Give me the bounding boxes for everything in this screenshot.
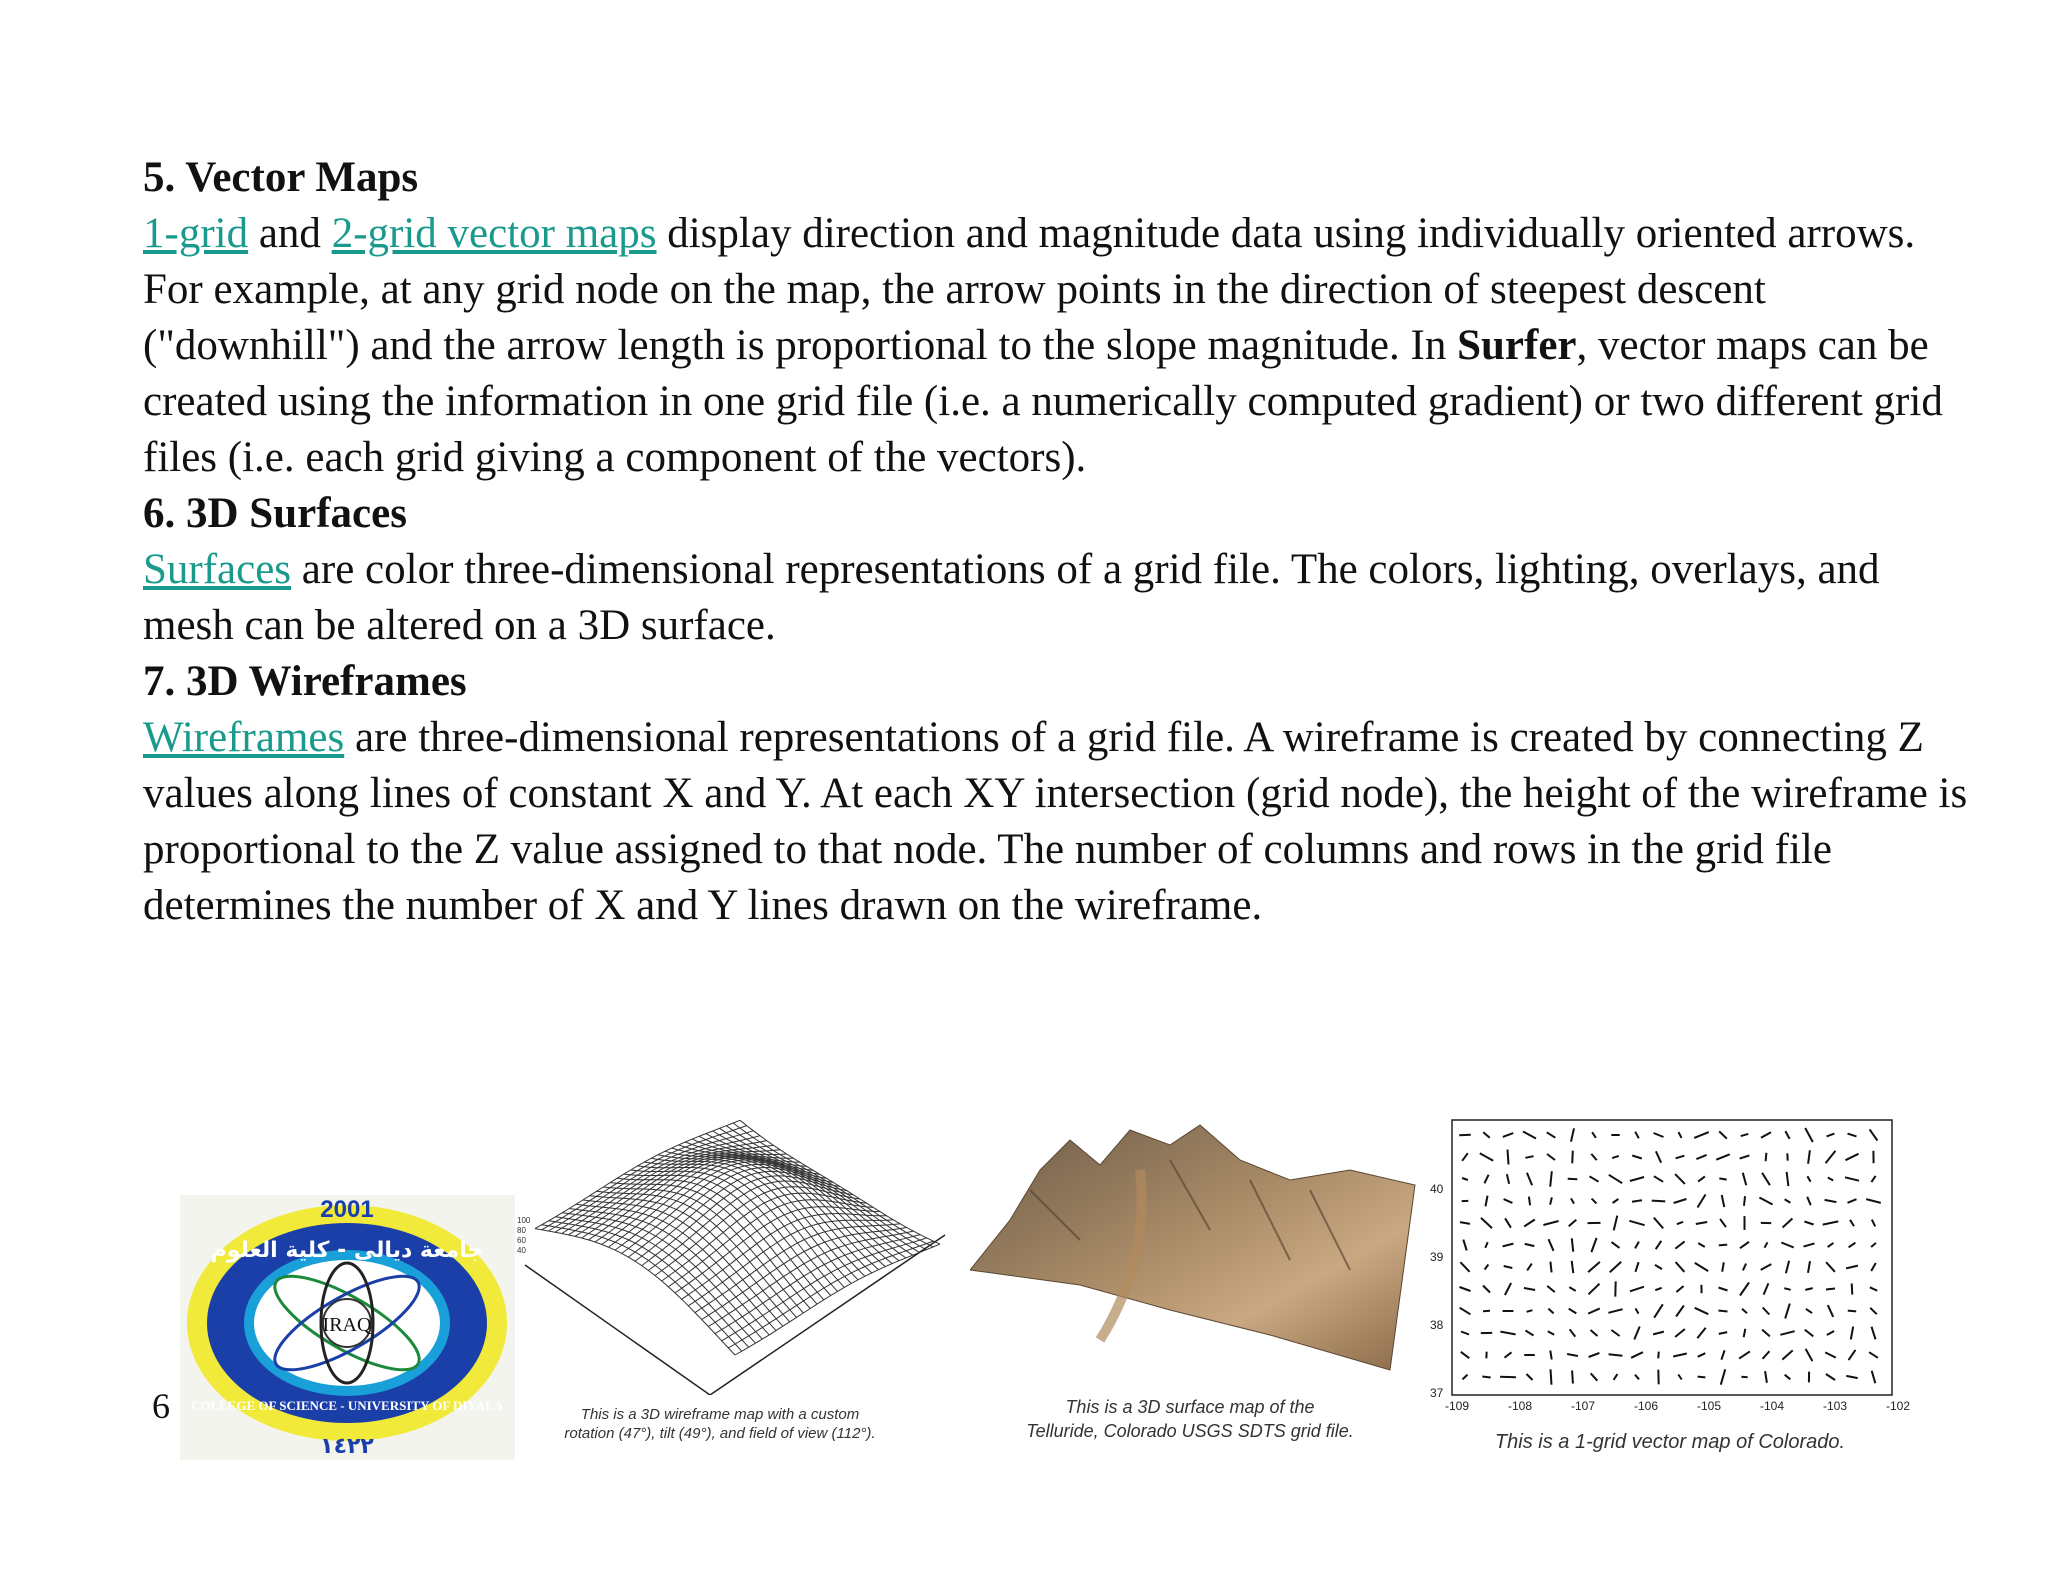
wireframe-line	[662, 1193, 867, 1281]
page-number: 6	[152, 1386, 170, 1426]
wireframe-line	[590, 1196, 790, 1322]
wireframe-line	[728, 1241, 933, 1348]
section-5-heading: 5. Vector Maps	[143, 154, 419, 201]
link-1-grid[interactable]: 1-grid	[143, 210, 249, 257]
section-7-body	[143, 710, 1973, 934]
vector-arrow	[1744, 1196, 1745, 1206]
terrain-surface	[970, 1125, 1415, 1370]
x-tick-label: -107	[1571, 1399, 1596, 1413]
and-text: and	[248, 210, 332, 257]
section-5-text-2: , vector maps can be created using the information in one grid file (i.e. a numerically computed gradient) or two different grid files (i.e. each grid giving a component of the vectors).	[143, 322, 1943, 481]
section-7-text: are three-dimensional representations of a grid file. A wireframe is created by connecting Z values along lines of constant X and Y. At each XY intersection (grid node), the height of the wireframe is proportional to the Z value assigned to that node. The number of columns and rows in the grid file determines the number of X and Y lines drawn on the wireframe.	[143, 714, 1968, 929]
university-logo	[180, 1195, 515, 1460]
wireframe-line	[708, 1231, 913, 1326]
vector-arrow	[1550, 1262, 1551, 1273]
link-2-grid-vector-maps[interactable]: 2-grid vector maps	[331, 210, 657, 257]
vector-arrow	[1550, 1351, 1551, 1360]
vector-arrow	[1698, 1377, 1706, 1378]
vector-arrow	[1572, 1151, 1573, 1164]
vector-arrow	[1826, 1289, 1835, 1290]
vector-arrow	[1572, 1370, 1573, 1383]
wireframe-line	[549, 1221, 749, 1347]
logo-arabic-top: جامعة ديالى - كلية العلوم	[210, 1238, 484, 1263]
wireframe-line	[562, 1213, 762, 1339]
vector-map-figure	[1425, 1115, 1915, 1415]
vector-arrow	[1609, 1354, 1623, 1355]
vector-arrow	[1719, 1178, 1726, 1179]
section-6-body	[143, 542, 1973, 654]
vector-arrow	[1572, 1238, 1573, 1251]
surface-figure	[970, 1110, 1420, 1385]
logo-ring-text: COLLEGE OF SCIENCE - UNIVERSITY OF DIYALA	[190, 1398, 504, 1413]
logo-center-text: IRAQ	[322, 1314, 372, 1336]
section-6-heading: 6. 3D Surfaces	[143, 490, 407, 537]
vector-arrow	[1529, 1197, 1530, 1206]
wireframe-figure	[515, 1105, 955, 1395]
section-5-body	[143, 206, 1973, 486]
wireframe-line	[569, 1209, 769, 1335]
section-5-text-1: display direction and magnitude data using individually oriented arrows. For example, at any grid node on the map, the arrow points in the direction of steepest descent ("downhill") and the arrow length is proportional to the slope magnitude. In	[143, 210, 1916, 369]
x-tick-label: -105	[1697, 1399, 1722, 1413]
vector-arrow	[1719, 1245, 1727, 1246]
vector-arrow	[1741, 1377, 1747, 1378]
vector-arrow	[1652, 1201, 1666, 1202]
x-tick-label: -103	[1823, 1399, 1848, 1413]
x-tick-label: -109	[1445, 1399, 1470, 1413]
section-6-text: are color three-dimensional representations of a grid file. The colors, lighting, overlays, and mesh can be altered on a 3D surface.	[143, 546, 1880, 649]
surfer-bold: Surfer	[1457, 322, 1577, 369]
y-tick-label: 40	[1430, 1182, 1444, 1196]
y-tick-label: 37	[1430, 1386, 1444, 1400]
wireframe-line	[740, 1120, 940, 1244]
wireframe-caption: This is a 3D wireframe map with a custom rotation (47°), tilt (49°), and field of view (112°).	[564, 1406, 876, 1442]
vector-arrow	[1658, 1352, 1659, 1359]
x-tick-label: -106	[1634, 1399, 1659, 1413]
y-tick-label: 39	[1430, 1250, 1444, 1264]
z-tick: 100	[517, 1216, 531, 1225]
vector-arrow	[1848, 1311, 1856, 1312]
logo-year: 2001	[320, 1196, 374, 1223]
vector-arrow	[1482, 1377, 1490, 1378]
x-tick-label: -104	[1760, 1399, 1785, 1413]
wireframe-line	[735, 1244, 940, 1355]
z-tick: 80	[517, 1226, 526, 1235]
vector-map-caption: This is a 1-grid vector map of Colorado.	[1494, 1431, 1846, 1453]
wireframe-line	[542, 1225, 742, 1352]
y-tick-label: 38	[1430, 1318, 1444, 1332]
vector-arrow	[1719, 1311, 1728, 1312]
section-7-heading: 7. 3D Wireframes	[143, 658, 467, 705]
vector-arrow	[1766, 1153, 1767, 1161]
z-tick: 60	[517, 1236, 526, 1245]
vector-arrow	[1852, 1283, 1853, 1294]
vector-arrow	[1459, 1135, 1471, 1136]
logo-arabic-year: ١٤٢٢	[320, 1434, 374, 1459]
vector-arrow	[1508, 1150, 1509, 1165]
wireframe-line	[583, 1200, 783, 1326]
x-tick-label: -108	[1508, 1399, 1533, 1413]
vector-arrow	[1551, 1369, 1552, 1384]
surface-caption: This is a 3D surface map of the Telluride, Colorado USGS SDTS grid file.	[1026, 1397, 1354, 1441]
x-tick-label: -102	[1886, 1399, 1911, 1413]
link-wireframes[interactable]: Wireframes	[143, 714, 345, 761]
vector-arrow	[1632, 1200, 1642, 1201]
wireframe-line	[576, 1204, 776, 1330]
wireframe-mesh	[535, 1120, 940, 1355]
main-text	[143, 150, 1973, 934]
link-surfaces[interactable]: Surfaces	[143, 546, 292, 593]
z-tick: 40	[517, 1246, 526, 1255]
